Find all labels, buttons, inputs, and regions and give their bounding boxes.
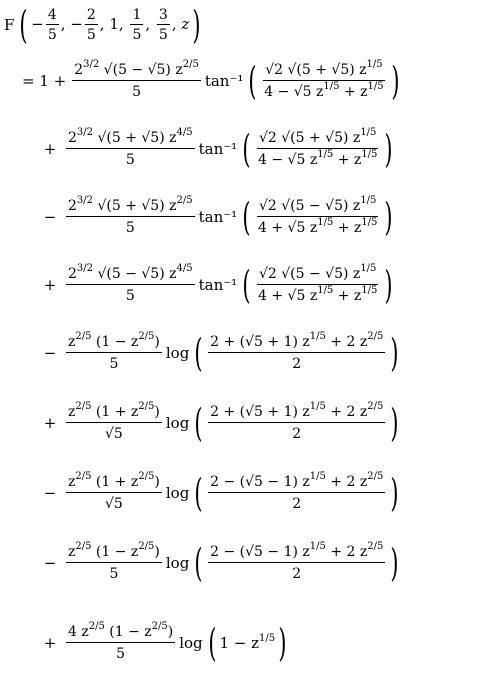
coefficient-denominator: 5 (125, 288, 135, 304)
coefficient-denominator: 5 (116, 646, 126, 662)
term-coefficient (66, 541, 162, 582)
term-coefficient (66, 263, 195, 304)
argument-denominator: 2 (292, 566, 302, 582)
term-argument (256, 195, 379, 236)
coefficient-numerator: $z^{2/5}$ $(1 - z^{2/5})$ (66, 334, 162, 353)
coefficient-numerator: $z^{2/5}$ $(1 - z^{2/5})$ (66, 544, 162, 563)
argument-numerator: √2 √(5 + √5) $z^{1/5}$ (263, 62, 384, 81)
term-function: tan⁻¹ (198, 139, 238, 158)
argument-numerator: 2 − (√5 − 1) $z^{1/5} + 2$ $z^{2/5}$ (208, 544, 385, 563)
term-argument: $1 - z^{1/5}$ (219, 632, 276, 652)
term-coefficient (66, 127, 195, 168)
term-row: + $\frac{2^{3/2} √(5 - √5) z^{4/5}}{5}$ tan⁻¹ ( $\frac{√2 √(5 - √5) z^{1/5}}{4 + √5 z^{1/5} + z^{1/5}}$ ) (40, 266, 396, 304)
coefficient-numerator: $z^{2/5}$ $(1 + z^{2/5})$ (66, 404, 162, 423)
argument-numerator: 2 − (√5 − 1) $z^{1/5} + 2$ $z^{2/5}$ (208, 474, 385, 493)
coefficient-numerator: 4 $z^{2/5}$ $(1 - z^{2/5})$ (66, 624, 175, 643)
term-sign: − (43, 207, 57, 226)
argument-denominator: 4 + √5 $z^{1/5} + z^{1/5}$ (258, 217, 378, 236)
argument-denominator: 4 + √5 $z^{1/5} + z^{1/5}$ (258, 285, 378, 304)
arg-fraction: $\frac{4}{5}$ (47, 7, 57, 43)
term-row: − $\frac{z^{2/5} (1 - z^{2/5})}{5}$ log ( $\frac{2 + (√5 + 1) z^{1/5} + 2 z^{2/5}}{2}$ ) (40, 334, 402, 372)
term-sign: − (43, 553, 57, 572)
term-row: − $\frac{z^{2/5} (1 - z^{2/5})}{5}$ log ( $\frac{2 - (√5 - 1) z^{1/5} + 2 z^{2/5}}{2}$ ) (40, 544, 402, 582)
term-coefficient (66, 195, 195, 236)
term-row: + $\frac{2^{3/2} √(5 + √5) z^{4/5}}{5}$ tan⁻¹ ( $\frac{√2 √(5 + √5) z^{1/5}}{4 - √5 z^{1/5} + z^{1/5}}$ ) (40, 130, 396, 168)
coefficient-denominator: 5 (125, 220, 135, 236)
term-function: log (179, 633, 203, 652)
coefficient-denominator: 5 (125, 152, 135, 168)
coefficient-numerator: $2^{3/2}$ √(5 − √5) $z^{4/5}$ (66, 266, 195, 285)
term-row: − $\frac{z^{2/5} (1 + z^{2/5})}{√5}$ log ( $\frac{2 - (√5 - 1) z^{1/5} + 2 z^{2/5}}{2}$ ) (40, 474, 402, 512)
term-argument (256, 127, 379, 168)
term-function: tan⁻¹ (204, 71, 244, 90)
term-row: + $\frac{z^{2/5} (1 + z^{2/5})}{√5}$ log ( $\frac{2 + (√5 + 1) z^{1/5} + 2 z^{2/5}}{2}$ ) (40, 404, 402, 442)
term-sign: + (43, 413, 57, 432)
coefficient-denominator: 5 (132, 84, 141, 100)
term-function: tan⁻¹ (198, 207, 238, 226)
term-coefficient (66, 471, 162, 512)
term-argument (256, 263, 379, 304)
arg-fraction: $\frac{2}{5}$ (86, 7, 96, 43)
argument-numerator: √2 √(5 − √5) $z^{1/5}$ (257, 266, 378, 285)
coefficient-numerator: $2^{3/2}$ √(5 + √5) $z^{2/5}$ (66, 198, 195, 217)
term-function: log (165, 483, 190, 502)
term-coefficient (66, 401, 162, 442)
term-argument (208, 401, 385, 442)
term-row: + $\frac{4 z^{2/5} (1 - z^{2/5})}{5}$ log ( $1 - z^{1/5}$ ) (40, 624, 290, 662)
arg-fraction: $\frac{1}{5}$ (132, 7, 142, 43)
argument-denominator: 2 (292, 426, 302, 442)
argument-numerator: √2 √(5 − √5) $z^{1/5}$ (257, 198, 378, 217)
coefficient-numerator: $z^{2/5}$ $(1 + z^{2/5})$ (66, 474, 162, 493)
argument-numerator: 2 + (√5 + 1) $z^{1/5} + 2$ $z^{2/5}$ (208, 334, 385, 353)
coefficient-denominator: 5 (109, 356, 119, 372)
term-sign: + (43, 633, 57, 652)
argument-denominator: 2 (292, 356, 302, 372)
coefficient-denominator: √5 (105, 496, 123, 512)
term-sign: = 1 + (22, 71, 67, 90)
term-coefficient (66, 331, 162, 372)
coefficient-numerator: $2^{3/2}$ √(5 + √5) $z^{4/5}$ (66, 130, 195, 149)
coefficient-denominator: √5 (105, 426, 123, 442)
term-sign: − (43, 343, 57, 362)
term-function: log (165, 343, 190, 362)
term-argument (208, 331, 385, 372)
term-sign: + (43, 139, 57, 158)
term-sign: − (43, 483, 57, 502)
argument-denominator: 4 − √5 $z^{1/5} + z^{1/5}$ (258, 149, 378, 168)
lhs-args: − $\frac{4}{5}$ , − $\frac{2}{5}$ , 1, $\frac{1}{5}$ , $\frac{3}{5}$ , z (31, 7, 190, 43)
equation-lhs: F ( − $\frac{4}{5}$ , − $\frac{2}{5}$ , 1, $\frac{1}{5}$ , $\frac{3}{5}$ , z ) (4, 3, 201, 47)
term-argument (208, 471, 385, 512)
term-sign: + (43, 275, 57, 294)
term-coefficient (72, 59, 201, 100)
term-row: = 1 + $\frac{2^{3/2} √(5 - √5) z^{2/5}}{5}$ tan⁻¹ ( $\frac{√2 √(5 + √5) z^{1/5}}{4 - √5 z^{1/5} + z^{1/5}}$ ) (22, 59, 400, 103)
coefficient-denominator: 5 (109, 566, 119, 582)
argument-denominator: 4 − √5 $z^{1/5} + z^{1/5}$ (264, 81, 384, 100)
term-function: log (165, 553, 190, 572)
term-function: log (165, 413, 190, 432)
argument-numerator: 2 + (√5 + 1) $z^{1/5} + 2$ $z^{2/5}$ (208, 404, 385, 423)
term-argument (262, 59, 385, 100)
arg-fraction: $\frac{3}{5}$ (158, 7, 168, 43)
term-function: tan⁻¹ (198, 275, 238, 294)
term-argument (208, 541, 385, 582)
argument-denominator: 2 (292, 496, 302, 512)
argument-numerator: √2 √(5 + √5) $z^{1/5}$ (257, 130, 378, 149)
term-coefficient (66, 621, 175, 662)
term-row: − $\frac{2^{3/2} √(5 + √5) z^{2/5}}{5}$ tan⁻¹ ( $\frac{√2 √(5 - √5) z^{1/5}}{4 + √5 z^{1/5} + z^{1/5}}$ ) (40, 198, 396, 236)
lhs-function: F (4, 15, 15, 34)
coefficient-numerator: $2^{3/2}$ √(5 − √5) $z^{2/5}$ (72, 62, 201, 81)
